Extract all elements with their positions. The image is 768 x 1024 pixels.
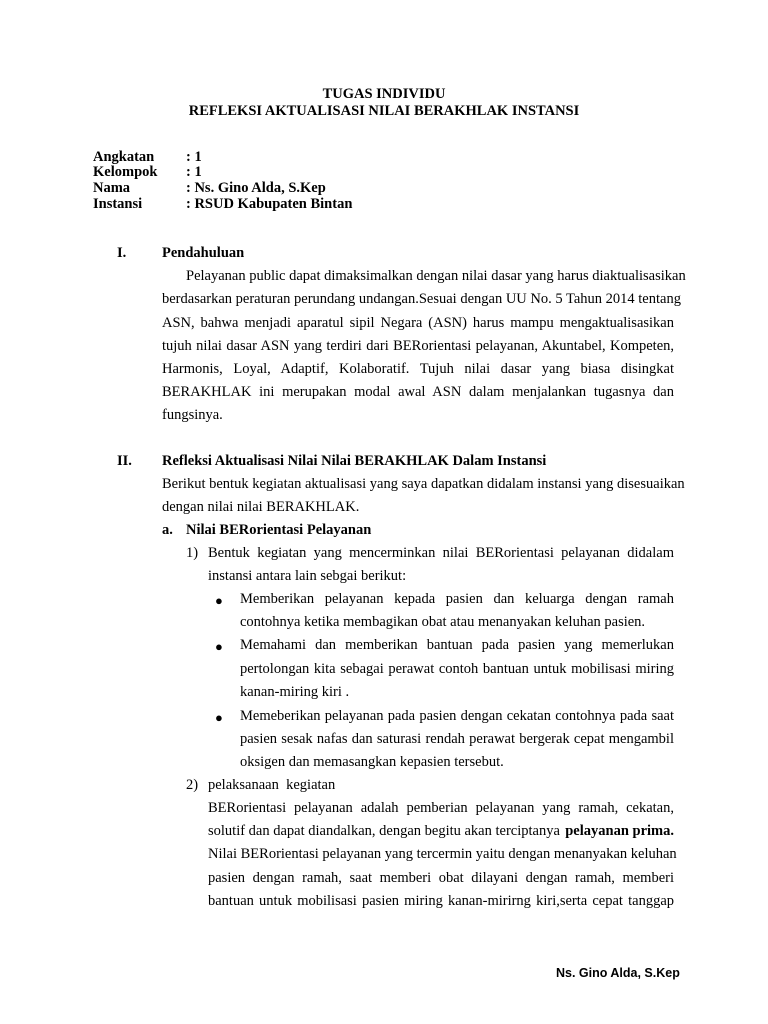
bullet-icon: ● bbox=[215, 593, 223, 608]
bullet-line: Memberikan pelayanan kepada pasien dan keluarga dengan ramah bbox=[240, 591, 674, 607]
paragraph-line: Berikut bentuk kegiatan aktualisasi yang saya dapatkan didalam instansi yang disesuaikan bbox=[162, 476, 685, 492]
footer-author: Ns. Gino Alda, S.Kep bbox=[556, 966, 680, 980]
identity-label: Angkatan bbox=[93, 149, 155, 165]
document-subtitle: REFLEKSI AKTUALISASI NILAI BERAKHLAK INSTANSI bbox=[188, 103, 580, 119]
subsection-heading: Nilai BERorientasi Pelayanan bbox=[186, 522, 372, 538]
subsection-marker: a. bbox=[162, 522, 173, 538]
bullet-line: oksigen dan memasangkan kepasien tersebut. bbox=[240, 754, 504, 770]
paragraph-line: instansi antara lain sebgai berikut: bbox=[208, 568, 407, 584]
section-numeral: I. bbox=[117, 245, 127, 261]
paragraph-line: BERorientasi pelayanan adalah pemberian pelayanan yang ramah, cekatan, bbox=[208, 800, 674, 816]
paragraph-line bbox=[208, 823, 674, 840]
bullet-line: Memahami dan memberikan bantuan pada pasien yang memerlukan bbox=[240, 637, 674, 653]
paragraph-line: berdasarkan peraturan perundang undangan.Sesuai dengan UU No. 5 Tahun 2014 tentang bbox=[162, 291, 681, 307]
identity-label: Kelompok bbox=[93, 164, 158, 180]
bullet-line: contohnya ketika membagikan obat atau menanyakan keluhan pasien. bbox=[240, 614, 646, 630]
identity-value: : RSUD Kabupaten Bintan bbox=[186, 196, 353, 212]
identity-label: Nama bbox=[93, 180, 131, 196]
bullet-line: Memeberikan pelayanan pada pasien dengan cekatan contohnya pada saat bbox=[240, 708, 674, 724]
bullet-line: pasien sesak nafas dan saturasi rendah perawat bergerak cepat mengambil bbox=[240, 731, 674, 747]
paragraph-line: Bentuk kegiatan yang mencerminkan nilai BERorientasi pelayanan didalam bbox=[208, 545, 674, 561]
identity-value: : 1 bbox=[186, 149, 202, 165]
identity-value: : Ns. Gino Alda, S.Kep bbox=[186, 180, 326, 196]
paragraph-line: dengan nilai nilai BERAKHLAK. bbox=[162, 499, 360, 515]
document-title: TUGAS INDIVIDU bbox=[322, 86, 446, 102]
bullet-icon: ● bbox=[215, 710, 223, 725]
bullet-line: pertolongan kita sebagai perawat contoh bantuan untuk mobilisasi miring bbox=[240, 661, 674, 677]
paragraph-line: Harmonis, Loyal, Adaptif, Kolaboratif. Tujuh nilai dasar yang biasa disingkat bbox=[162, 361, 674, 377]
paragraph-line: tujuh nilai dasar ASN yang terdiri dari BERorientasi pelayanan, Akuntabel, Kompeten, bbox=[162, 338, 674, 354]
list-marker: 2) bbox=[186, 777, 199, 793]
identity-label: Instansi bbox=[93, 196, 143, 212]
paragraph-line: fungsinya. bbox=[162, 407, 223, 423]
section-heading: Refleksi Aktualisasi Nilai Nilai BERAKHLAK Dalam Instansi bbox=[162, 453, 547, 469]
paragraph-text: solutif dan dapat diandalkan, dengan begitu akan terciptanya bbox=[208, 823, 564, 839]
paragraph-line: bantuan untuk mobilisasi pasien miring kanan-mirirng kiri,serta cepat tanggap bbox=[208, 893, 674, 909]
identity-value: : 1 bbox=[186, 164, 202, 180]
bullet-line: kanan-miring kiri . bbox=[240, 684, 350, 700]
list-heading: pelaksanaan kegiatan bbox=[208, 777, 336, 793]
paragraph-line: pasien dengan ramah, saat memberi obat dilayani dengan ramah, memberi bbox=[208, 870, 674, 886]
section-numeral: II. bbox=[117, 453, 132, 469]
paragraph-line: Nilai BERorientasi pelayanan yang tercermin yaitu dengan menanyakan keluhan bbox=[208, 846, 677, 862]
bullet-icon: ● bbox=[215, 639, 223, 654]
list-marker: 1) bbox=[186, 545, 199, 561]
section-heading: Pendahuluan bbox=[162, 245, 245, 261]
paragraph-line: Pelayanan public dapat dimaksimalkan dengan nilai dasar yang harus diaktualisasikan bbox=[186, 268, 686, 284]
paragraph-line: BERAKHLAK ini merupakan modal awal ASN dalam menjalankan tugasnya dan bbox=[162, 384, 674, 400]
paragraph-line: ASN, bahwa menjadi aparatul sipil Negara (ASN) harus mampu mengaktualisasikan bbox=[162, 315, 674, 331]
emphasis-text: pelayanan prima. bbox=[565, 823, 674, 839]
